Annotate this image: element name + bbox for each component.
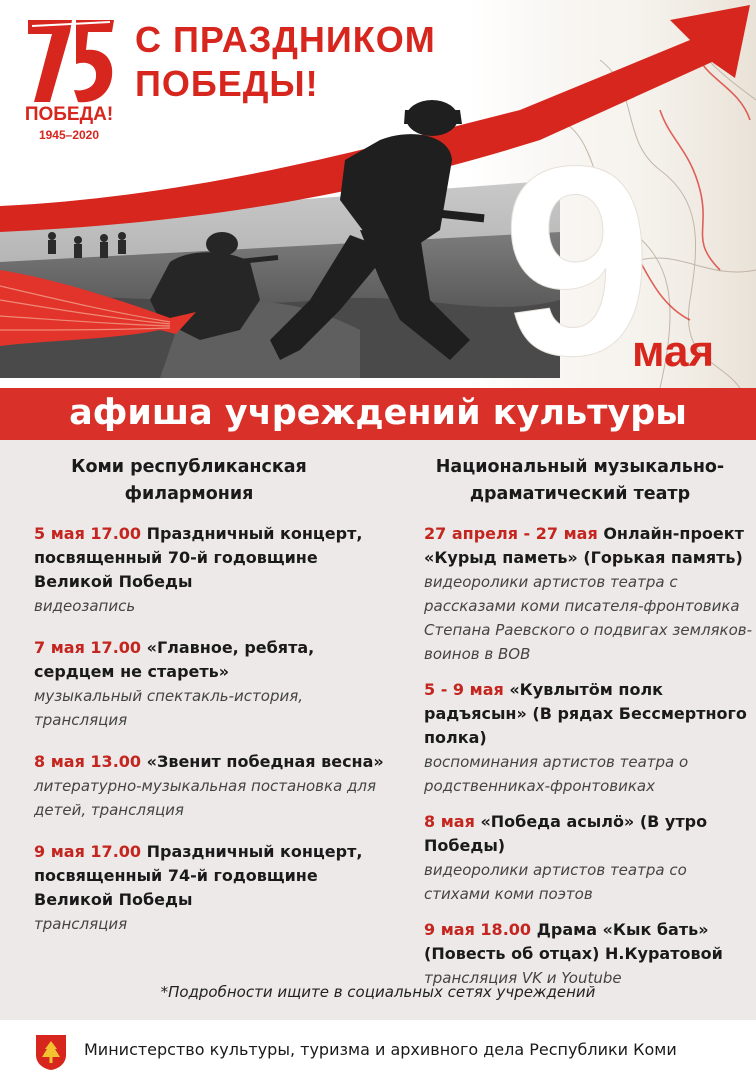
events-panel [0, 440, 756, 1020]
logo-title: ПОБЕДА! [24, 104, 114, 125]
event-title: Онлайн-проект «Курыд паметь» (Горькая память) [424, 524, 744, 567]
event-title: Праздничный концерт, посвященный 74-й годовщине Великой Победы [34, 842, 363, 909]
event-title: «Кувлытöм полк радъясын» (В рядах Бессмертного полка) [424, 680, 747, 747]
philharmonic-title-line-2: филармония [124, 484, 254, 504]
event-date: 9 мая 18.00 [424, 920, 532, 939]
event-heading [424, 810, 754, 858]
event-description: воспоминания артистов театра о родственниках-фронтовиках [424, 753, 689, 795]
event-item [34, 840, 384, 936]
event-heading [424, 522, 754, 570]
theatre-title-line-1: Национальный музыкально- [435, 457, 725, 477]
event-item [424, 918, 754, 990]
logo-years: 1945–2020 [38, 128, 100, 142]
day-number [502, 138, 652, 378]
event-title: «Звенит победная весна» [146, 752, 384, 771]
footnote: *Подробности ищите в социальных сетях учреждений [160, 983, 596, 1001]
theatre-column [424, 454, 754, 1002]
event-heading [424, 918, 754, 966]
event-description: трансляция [34, 915, 128, 933]
footer [0, 1020, 756, 1080]
event-date: 27 апреля - 27 мая [424, 524, 598, 543]
event-item [34, 636, 384, 732]
event-item [34, 750, 384, 822]
event-title: Драма «Кык бать» (Повесть об отцах) Н.Куратовой [424, 920, 723, 963]
headline-line-1: С ПРАЗДНИКОМ [135, 19, 436, 60]
event-description: видеозапись [34, 597, 136, 615]
event-date: 5 - 9 мая [424, 680, 504, 699]
event-heading [34, 522, 384, 594]
event-heading [424, 678, 754, 750]
event-item [424, 522, 754, 666]
event-item [424, 810, 754, 906]
komi-coat-of-arms-icon [34, 1033, 68, 1071]
event-item [34, 522, 384, 618]
hero-banner [0, 0, 756, 388]
event-title: «Победа асылö» (В утро Победы) [424, 812, 708, 855]
event-title: Праздничный концерт, посвященный 70-й годовщине Великой Победы [34, 524, 363, 591]
event-heading [34, 840, 384, 912]
event-description: видеоролики артистов театра со стихами коми поэтов [424, 861, 687, 903]
event-date: 8 мая 13.00 [34, 752, 142, 771]
event-description: музыкальный спектакль-история, трансляция [34, 687, 304, 729]
number-75-icon [24, 16, 116, 106]
philharmonic-column [34, 454, 384, 954]
event-description: литературно-музыкальная постановка для детей, трансляция [34, 777, 377, 819]
event-heading [34, 636, 384, 684]
event-date: 9 мая 17.00 [34, 842, 142, 861]
ministry-name: Министерство культуры, туризма и архивного дела Республики Коми [84, 1040, 677, 1059]
headline-line-2: ПОБЕДЫ! [135, 63, 319, 104]
event-date: 8 мая [424, 812, 475, 831]
event-title: «Главное, ребята, сердцем не стареть» [34, 638, 315, 681]
victory-75-logo [14, 16, 124, 146]
event-description: видеоролики артистов театра с рассказами коми писателя-фронтовика Степана Раевского о подвигах земляков-воинов в ВОВ [424, 573, 753, 663]
philharmonic-title [34, 454, 344, 508]
event-date: 5 мая 17.00 [34, 524, 142, 543]
event-item [424, 678, 754, 798]
event-heading [34, 750, 384, 774]
philharmonic-title-line-1: Коми республиканская [71, 457, 307, 477]
event-description: трансляция VK и Youtube [424, 969, 622, 987]
theatre-title [424, 454, 736, 508]
theatre-title-line-2: драматический театр [469, 484, 691, 504]
event-date: 7 мая 17.00 [34, 638, 142, 657]
day-number-text: 9 [502, 138, 652, 378]
holiday-headline [135, 18, 436, 106]
month-label: мая [632, 327, 715, 376]
events-banner: афиша учреждений культуры [0, 388, 756, 440]
